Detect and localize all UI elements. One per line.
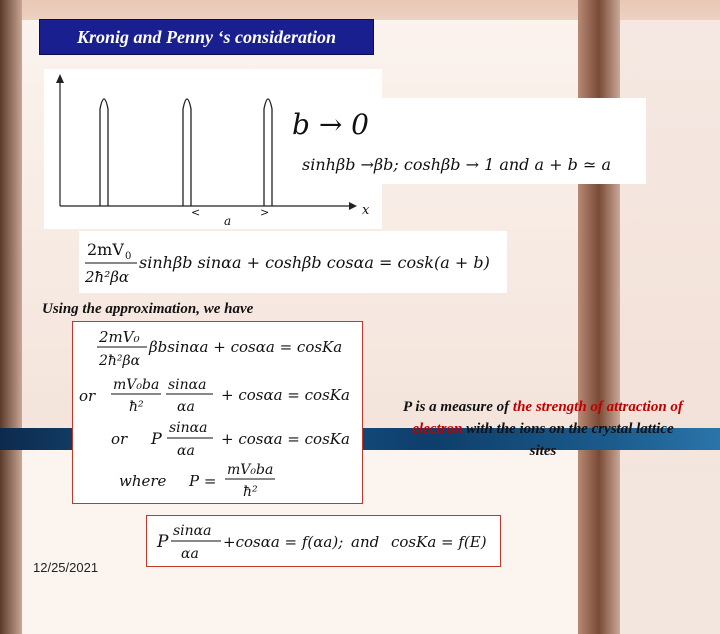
limit-conditions [280, 98, 646, 184]
p-definition-note [398, 396, 688, 462]
eq-rest: sinhβb sinαa + coshβb cosαa = cosk(a + b) [139, 253, 490, 272]
line2-numerator: mV₀ba [113, 377, 160, 393]
potential-spike-1 [100, 99, 108, 206]
line3-P: P [151, 429, 162, 448]
potential-spike-3 [264, 99, 272, 206]
eq-denominator: 2ħ²βα [85, 268, 130, 286]
width-label: a [224, 214, 232, 228]
line1-denominator: 2ħ²βα [99, 353, 141, 369]
width-arrow-right: > [260, 206, 270, 219]
background-left-strip [0, 0, 22, 634]
background-right-panel [620, 20, 720, 440]
line3-numerator: sinαa [169, 420, 208, 436]
eq-numerator: 2mV [87, 240, 124, 259]
dispersion-equation [79, 231, 507, 293]
line3-rest: + cosαa = cosKa [221, 430, 350, 448]
line2-rest: + cosαa = cosKa [221, 386, 350, 404]
final-denominator: αa [181, 546, 199, 562]
line1-numerator: 2mV₀ [99, 328, 140, 346]
final-rest2: cosKa = f(E) [391, 533, 487, 551]
line2-frac2-numerator: sinαa [168, 377, 207, 393]
note-highlight: the strength of attraction of electron [412, 399, 683, 437]
final-P: P [157, 532, 169, 552]
final-rest1: +cosαa = f(αa); [223, 533, 344, 551]
x-axis-arrow [349, 202, 357, 210]
x-axis-label: x [362, 203, 370, 218]
slide-title [39, 19, 374, 55]
line4-where: where [119, 472, 167, 490]
width-arrow-left: < [191, 206, 201, 219]
line3-or: or [111, 430, 128, 448]
line2-denominator: ħ² [129, 399, 144, 415]
final-equation [146, 515, 501, 567]
approximation-equations [72, 321, 363, 504]
line3-denominator: αa [177, 443, 195, 459]
slide-date: 12/25/2021 [33, 560, 99, 575]
note-part2: with the ions on the crystal lattice sites [462, 421, 674, 459]
background-lower-right-panel [620, 470, 720, 634]
final-and: and [351, 533, 380, 551]
final-numerator: sinαa [173, 523, 212, 539]
b-to-zero: b → 0 [292, 108, 369, 141]
line1-rest: βbsinαa + cosαa = cosKa [149, 338, 343, 356]
note-part1: P is a measure of [403, 399, 513, 415]
potential-spike-2 [183, 99, 191, 206]
line4-P: P = [189, 472, 217, 490]
line2-frac2-denominator: αa [177, 399, 195, 415]
approximations: sinhβb →βb; coshβb → 1 and a + b ≃ a [302, 155, 611, 174]
approximation-label: Using the approximation, we have [42, 301, 254, 317]
line4-denominator: ħ² [243, 484, 258, 500]
line4-numerator: mV₀ba [227, 462, 274, 478]
y-axis-arrow [56, 74, 64, 83]
eq-numerator-subscript: 0 [125, 251, 132, 262]
background-right-column [578, 0, 620, 634]
line2-or: or [79, 387, 96, 405]
slide-title-text: Kronig and Penny ‘s consideration [76, 26, 337, 47]
